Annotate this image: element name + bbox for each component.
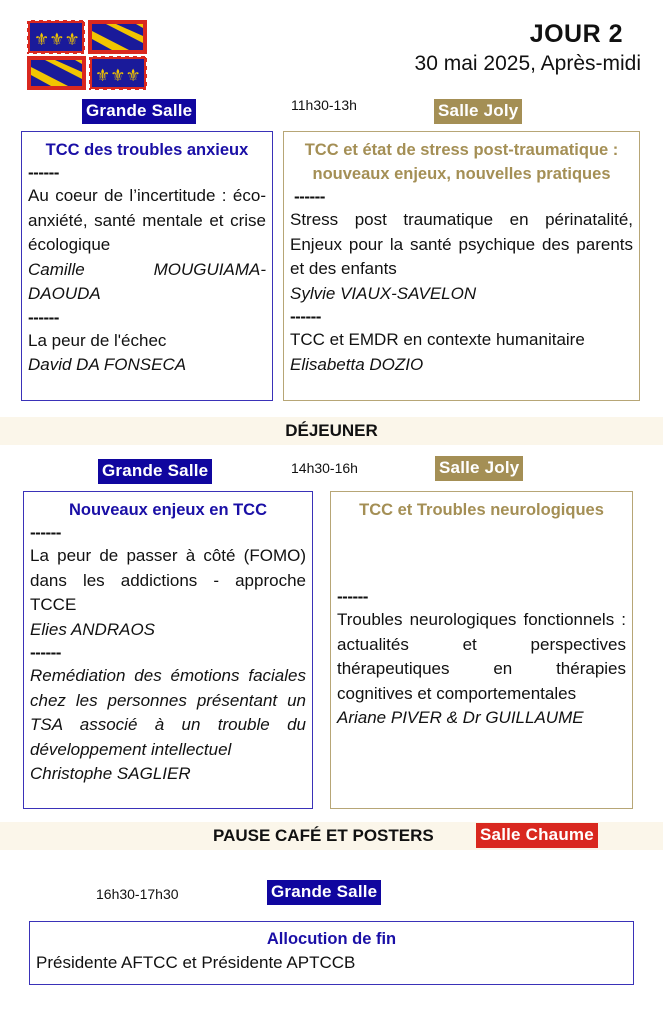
separator: ------ (28, 163, 59, 182)
separator: ------ (28, 307, 59, 327)
room-badge-grande-salle: Grande Salle (98, 459, 212, 484)
separator: ------ (30, 643, 61, 662)
talk-speaker: Ariane PIVER & Dr GUILLAUME (337, 708, 584, 727)
lunch-label: DÉJEUNER (285, 421, 378, 440)
session-time: 11h30-13h (291, 97, 357, 113)
talk-speaker: Elies ANDRAOS (30, 619, 156, 639)
room-badge-grande-salle: Grande Salle (82, 99, 196, 124)
talk-title: Au coeur de l’incertitude : éco-anxiété, santé mentale et crise écologique (28, 186, 266, 254)
talk-title: TCC et EMDR en contexte humanitaire (290, 330, 585, 349)
session-title: TCC et état de stress post-traumatique : nouveaux enjeux, nouvelles pratiques (304, 141, 619, 183)
date-subtitle: 30 mai 2025, Après-midi (414, 52, 641, 75)
talk-title: La peur de passer à côté (FOMO) dans les addictions - approche TCCE (30, 546, 306, 614)
burgundy-flag-icon (26, 19, 148, 91)
session-time: 16h30-17h30 (96, 886, 179, 902)
room-badge-salle-joly: Salle Joly (435, 456, 523, 481)
talk-speaker: Christophe SAGLIER (30, 764, 191, 783)
separator: ------ (337, 587, 368, 606)
svg-text:⚜⚜⚜: ⚜⚜⚜ (34, 30, 80, 50)
session-card (21, 131, 273, 401)
separator: ------ (290, 307, 321, 326)
session-card (23, 491, 313, 809)
separator: ------ (30, 523, 61, 542)
room-badge-salle-chaume: Salle Chaume (476, 823, 598, 848)
session-title: Allocution de fin (266, 930, 397, 948)
session-title: TCC des troubles anxieux (45, 141, 249, 159)
session-card (29, 921, 634, 985)
lunch-band (0, 417, 663, 445)
talk-speaker: Camille MOUGUIAMA-DAOUDA (28, 259, 266, 303)
svg-text:⚜⚜⚜: ⚜⚜⚜ (95, 66, 141, 86)
session-title: TCC et Troubles neurologiques (359, 501, 604, 519)
break-label: PAUSE CAFÉ ET POSTERS (213, 826, 434, 845)
talk-title: Troubles neurologiques fonctionnels : actualités et perspectives thérapeutiques en thérapies cognitives et comportementales (337, 610, 626, 703)
room-badge-salle-joly: Salle Joly (434, 99, 522, 124)
break-band (0, 822, 663, 850)
session-time: 14h30-16h (291, 460, 358, 476)
talk-title: Remédiation des émotions faciales chez les personnes présentant un TSA associé à un trouble du développement intellectuel (30, 666, 306, 759)
session-title: Nouveaux enjeux en TCC (68, 501, 268, 519)
session-speakers: Présidente AFTCC et Présidente APTCCB (36, 953, 356, 972)
session-card (283, 131, 640, 401)
separator: ------ (294, 187, 325, 206)
session-card (330, 491, 633, 809)
talk-speaker: David DA FONSECA (28, 355, 187, 374)
talk-title: La peur de l'échec (28, 330, 167, 350)
talk-title: Stress post traumatique en périnatalité, Enjeux pour la santé psychique des parents et des enfants (290, 210, 633, 278)
talk-speaker: Elisabetta DOZIO (290, 354, 424, 374)
room-badge-grande-salle: Grande Salle (267, 880, 381, 905)
day-title: JOUR 2 (529, 20, 623, 48)
talk-speaker: Sylvie VIAUX-SAVELON (290, 283, 477, 303)
